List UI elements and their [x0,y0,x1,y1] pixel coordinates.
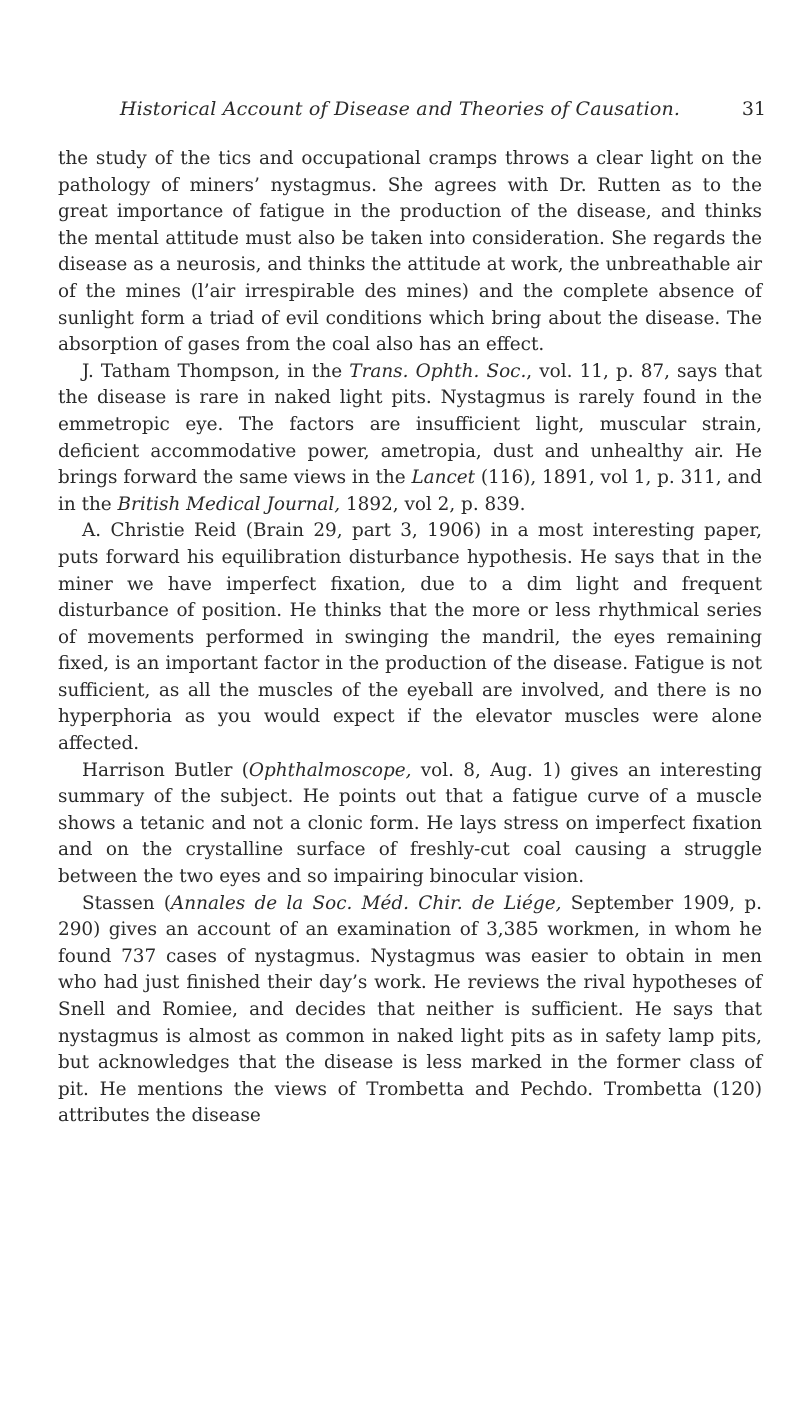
paragraph-stassen [58,891,762,1130]
text-segment: A. Christie Reid (Brain 29, part 3, 1906) in a most interesting paper, puts forward his equilibration disturbance hypothesis. He says that in the miner we have imperfect fixation, due to a dim light and frequent disturbance of position. He thinks that the more or less rhythmical series of movements performed in swinging the mandril, the eyes remaining fixed, is an important factor in the production of the disease. Fatigue is not sufficient, as all the muscles of the eyeball are involved, and there is no hyperphoria as you would expect if the elevator muscles were alone affected. [58,520,762,755]
paragraph-harrison-butler [58,758,762,891]
running-title: Historical Account of Disease and Theories of Causation. [119,98,681,120]
text-segment: 1892, vol 2, p. 839. [340,493,526,515]
paragraph-christie-reid [58,518,762,757]
running-head [90,98,766,126]
text-segment: Harrison Butler ( [82,759,249,781]
text-segment: vol. 8, Aug. 1) gives an interesting summary of the subject. He points out that a fatigue curve of a muscle shows a tetanic and not a clonic form. He lays stress on imperfect fixation and on the crystalline surface of freshly-cut coal causing a struggle between the two eyes and so impairing binocular vision. [58,759,762,888]
paragraph-thompson [58,359,762,519]
citation-ophthalmoscope: Ophthalmoscope, [248,759,412,781]
citation-british-medical-journal: British Medical Journal, [117,493,341,515]
body-text [58,146,762,1130]
paragraph-tics-cramps [58,146,762,359]
citation-annales: Annales de la Soc. Méd. Chir. de Liége, [171,892,562,914]
text-segment: (116), 1891, vol 1, p. 311, and in the [58,467,762,515]
text-segment: Stassen ( [82,892,172,914]
citation-trans-ophth-soc: Trans. Ophth. Soc. [349,360,527,382]
citation-lancet: Lancet [411,467,476,489]
text-segment: , vol. 11, p. 87, says that the disease is rare in naked light pits. Nystagmus is rarely found in the emmetropic eye. The factors are insufficient light, muscular strain, deficient accommodative power, ametropia, dust and unhealthy air. He brings forward the same views in the [58,360,763,489]
text-segment: September 1909, p. 290) gives an account of an examination of 3,385 workmen, in whom he found 737 cases of nystagmus. Nystagmus was easier to obtain in men who had just finished their day’s work. He reviews the rival hypotheses of Snell and Romiee, and decides that neither is sufficient. He says that nystagmus is almost as common in naked light pits as in safety lamp pits, but acknowledges that the disease is less marked in the former class of pit. He mentions the views of Trombetta and Pechdo. Trombetta (120) attributes the disease [58,892,762,1127]
text-segment: the study of the tics and occupational cramps throws a clear light on the pathology of miners’ nystagmus. She agrees with Dr. Rutten as to the great importance of fatigue in the production of the disease, and thinks the mental attitude must also be taken into consideration. She regards the disease as a neurosis, and thinks the attitude at work, the unbreathable air of the mines (l’air irrespirable des mines) and the complete absence of sunlight form a triad of evil conditions which bring about the disease. The absorption of gases from the coal also has an effect. [58,148,762,356]
page-number: 31 [741,98,766,120]
text-segment: J. Tatham Thompson, in the [82,360,350,382]
